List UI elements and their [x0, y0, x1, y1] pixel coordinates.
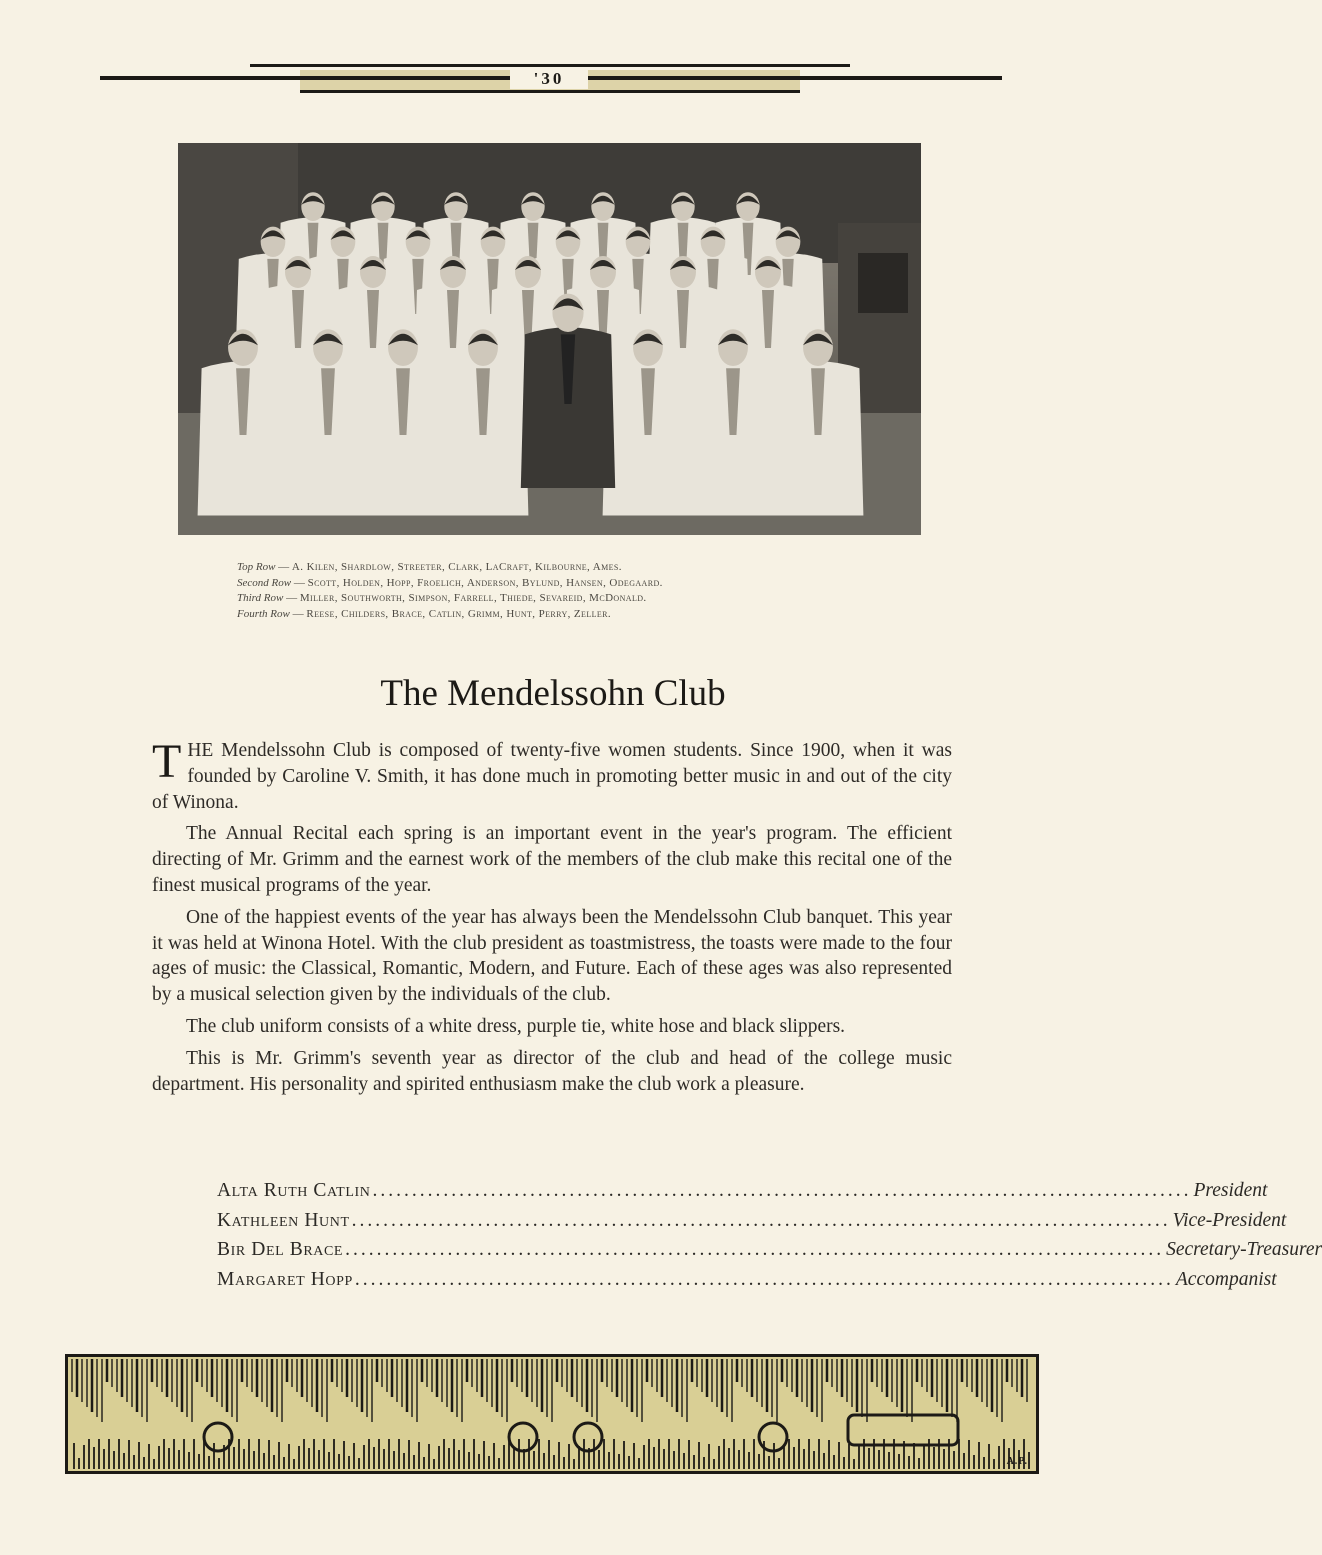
paragraph: The club uniform consists of a white dress, purple tie, white hose and black slippers. [186, 1015, 846, 1037]
officer-name: Alta Ruth Catlin [217, 1180, 371, 1201]
article-body [152, 735, 952, 1103]
officer-name: Bir Del Brace [217, 1239, 344, 1260]
leader-dots: ........................................................................................................ [351, 1209, 1171, 1231]
page-header [0, 0, 1106, 110]
caption-row: Top Row — A. Kilen, Shardlow, Streeter, Clark, LaCraft, Kilbourne, Ames. [237, 561, 622, 573]
officer-role: Secretary-Treasurer [1166, 1239, 1322, 1260]
group-photo-figures [178, 143, 921, 535]
paragraph: The Annual Recital each spring is an important event in the year's program. The efficient directing of Mr. Grimm and the earnest work of the members of the club make this recital one of the finest musical programs of the year. [152, 823, 952, 896]
drop-cap: T [152, 735, 182, 788]
leader-dots: ........................................................................................................ [345, 1239, 1165, 1260]
page-title: The Mendelssohn Club [380, 673, 726, 714]
officer-name: Kathleen Hunt [217, 1209, 350, 1231]
decorative-frieze [65, 1354, 1039, 1474]
officer-role: President [1193, 1180, 1268, 1201]
artist-signature: A.P. [1006, 1456, 1028, 1467]
leader-dots: ........................................................................................................ [354, 1268, 1174, 1290]
paragraph: This is Mr. Grimm's seventh year as director of the club and head of the college music department. His personality and spirited enthusiasm make the club work a pleasure. [152, 1047, 952, 1095]
frieze-illustration [68, 1357, 1036, 1471]
paragraph: One of the happiest events of the year has always been the Mendelssohn Club banquet. This year it was held at Winona Hotel. With the club president as toastmistress, the toasts were made to the four ages of music: the Classical, Romantic, Modern, and Future. Each of these ages was also represented by a musical selection given by the individuals of the club. [152, 906, 952, 1006]
photo-caption [237, 560, 857, 622]
officer-role: Accompanist [1175, 1268, 1277, 1290]
officers-list [217, 1176, 1322, 1294]
caption-row: Third Row — Miller, Southworth, Simpson, Farrell, Thiede, Sevareid, McDonald. [237, 592, 647, 604]
page-number: '30 [510, 69, 588, 89]
header-rule-bottom [300, 90, 800, 93]
officer-row [217, 1206, 1287, 1236]
officer-name: Margaret Hopp [217, 1268, 353, 1290]
group-photo [178, 143, 921, 535]
paragraph: THE Mendelssohn Club is composed of twenty-five women students. Since 1900, when it was founded by Caroline V. Smith, it has done much in promoting better music in and out of the city of Winona. [152, 735, 952, 813]
leader-dots: ........................................................................................................ [372, 1180, 1192, 1201]
officer-role: Vice-President [1172, 1209, 1287, 1231]
header-rule-top [250, 64, 850, 67]
officer-row [217, 1265, 1277, 1295]
caption-row: Second Row — Scott, Holden, Hopp, Froelich, Anderson, Bylund, Hansen, Odegaard. [237, 576, 663, 589]
caption-row: Fourth Row — Reese, Childers, Brace, Catlin, Grimm, Hunt, Perry, Zeller. [237, 607, 612, 620]
officer-row [217, 1176, 1268, 1206]
officer-row [217, 1235, 1322, 1265]
